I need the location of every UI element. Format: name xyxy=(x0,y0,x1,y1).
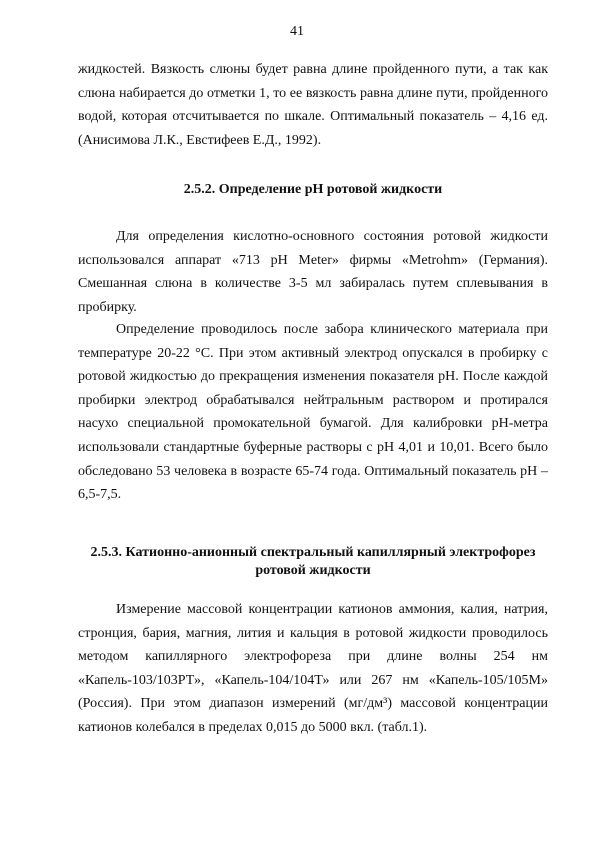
paragraph-electrophoresis: Измерение массовой концентрации катионов аммония, калия, натрия, стронция, бария, магния, лития и кальция в ротовой жидкости проводилось методом капиллярного электрофореза при длине волны 254 нм «Капель-103/103РТ», «Капель-104/104Т» или 267 нм «Капель-105/105М» (Россия). При этом диапазон измерений (мг/дм³) массовой концентрации катионов колебался в пределах 0,015 до 5000 вкл. (табл.1). xyxy=(78,602,548,735)
page-number: 41 xyxy=(290,24,304,39)
section-heading-2-5-3: 2.5.3. Катионно-анионный спектральный капиллярный электрофорез ротовой жидкости xyxy=(90,545,536,578)
paragraph-viscosity-conclusion: жидкостей. Вязкость слюны будет равна длине пройденного пути, а так как слюна набирается до отметки 1, то ее вязкость равна длине пути, пройденного водой, которая отсчитывается по шкале. Оптимальный показатель – 4,16 ед. (Анисимова Л.К., Евстифеев Е.Д., 1992). xyxy=(78,62,548,148)
paragraph-ph-procedure: Определение проводилось после забора клинического материала при температуре 20-22 °С. При этом активный электрод опускался в пробирку с ротовой жидкостью до прекращения изменения показателя рН. После каждой пробирки электрод обрабатывался нейтральным раствором и протирался насухо специальной промокательной бумагой. Для калибровки рН-метра использовали стандартные буферные растворы с рН 4,01 и 10,01. Всего было обследовано 53 человека в возрасте 65-74 года. Оптимальный показатель рН – 6,5-7,5. xyxy=(78,322,548,503)
paragraph-ph-apparatus: Для определения кислотно-основного состояния ротовой жидкости использовался аппарат «713 pH Meter» фирмы «Metrohm» (Германия). Смешанная слюна в количестве 3-5 мл забиралась путем сплевывания в пробирку. xyxy=(78,229,548,315)
section-heading-2-5-2: 2.5.2. Определение рН ротовой жидкости xyxy=(183,182,443,197)
